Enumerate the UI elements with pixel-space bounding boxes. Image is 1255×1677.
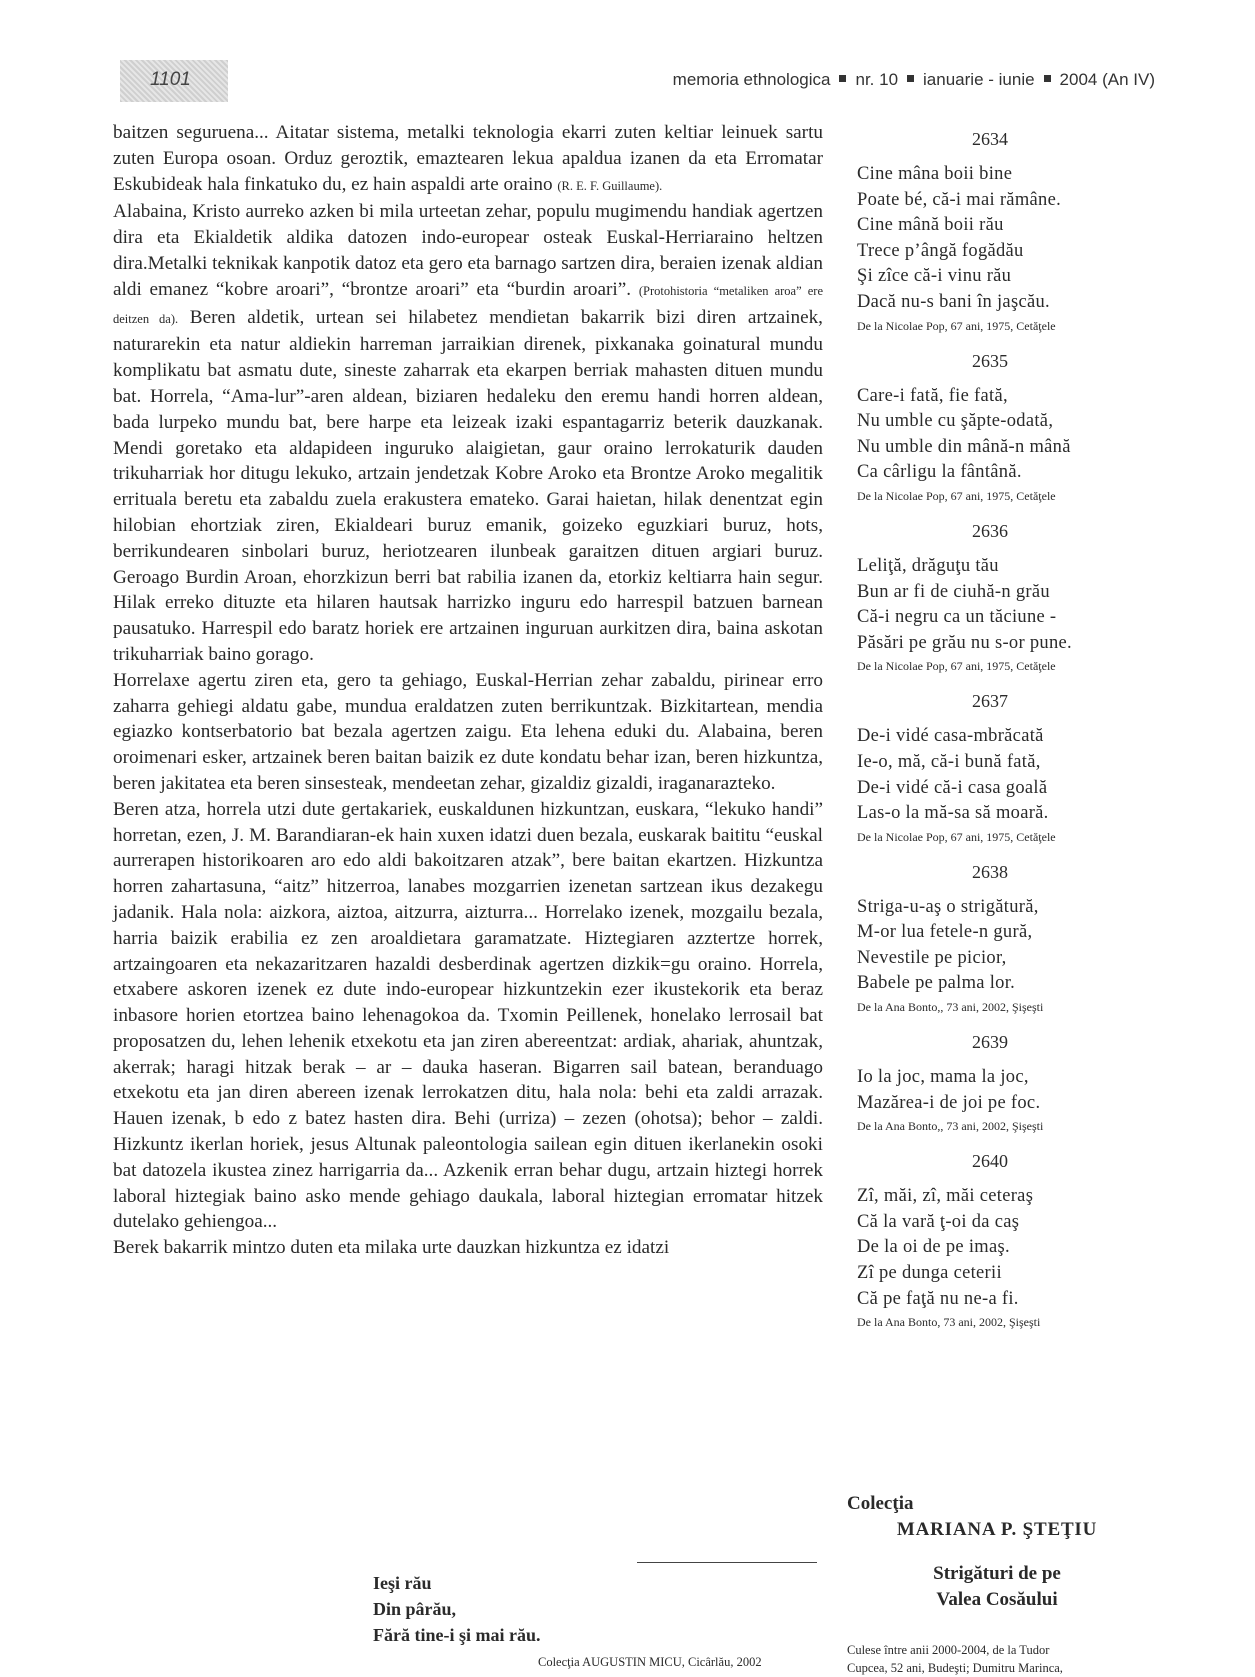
separator-square-icon [907, 75, 914, 82]
text-line: horien etortzea baino lehenagokoa da. Txomin Peillenek, honelako lerrosail [185, 1005, 792, 1027]
text-line: Horrelaxe agertu ziren eta, gero ta gehiago, Euskal-Herrian zehar zabaldu, [113, 669, 716, 691]
text-line: Berek bakarrik mintzo duten eta milaka urte dauzkan hizkuntza ez idatzi [113, 1237, 670, 1259]
poem-line: Fără tine-i şi mai rău. [373, 1625, 541, 1645]
text-line: lerrokatzen ditu, hala nola: behi eta zaldi arrazak. Hauen izenak, b edo z [113, 1082, 823, 1130]
text-line: “lekuko handi” horretan, ezen, J. M. Barandiaran-ek hain xuxen idatzi [113, 798, 824, 846]
poem-line: Zî pe dunga ceterii [857, 1263, 1002, 1284]
text-line: Beren aldetik, urtean sei hilabetez mendietan bakarrik bizi diren [189, 306, 737, 328]
poem-number: 2637 [972, 691, 1008, 712]
poem-number: 2638 [972, 861, 1008, 882]
running-header [673, 70, 1155, 90]
text-line: Bigarren sail batean, beranduago etxekotu eta jan diren abereen izenak [113, 1056, 824, 1104]
text-line: harrizko inguru edo harrespil batzuen barnean pausatuko. Harrespil edo [113, 592, 824, 640]
text-line: dugu, artzain hiztegi horrek laboral hiztegiak baino asko mende gehiago [113, 1159, 824, 1207]
text-line: berrikuntzak. Bizkitartean, mendia egiazko kontserbatorio bat bezala [113, 695, 823, 743]
separator-square-icon [1044, 75, 1051, 82]
poem-line: Nu umble din mână-n mână [857, 436, 1071, 457]
issue-number: nr. 10 [855, 70, 899, 89]
paragraph-5 [113, 1235, 823, 1261]
text-line: Beren atza, horrela utzi dute gertakariek, euskaldunen hizkuntzan, euskara, [113, 798, 699, 820]
text-line: pirinear erro zaharra gehiegi aldatu gabe, mundua eraldatzen zuten [113, 669, 823, 717]
text-line: da, etorkiz keltiarra hain segur. Hilak erreko dituzte eta hilaren hautsak [113, 566, 823, 614]
poem-2637 [840, 690, 1140, 846]
poem-source: De la Ana Bonto,, 73 ani, 2002, Şişeşti [857, 1000, 1044, 1015]
text-line: lerrokaturik dauden trikuharriak hor ditugu lekuko, artzain jendetzak [113, 437, 823, 485]
text-line: Euskal-Herriaraino heltzen dira.Metalki teknikak kanpotik datoz eta gero eta [113, 227, 824, 274]
text-line: jadanik. Hala nola: aizkora, aiztoa, aitzurra, aizturra... Horrelako izenek, [113, 901, 685, 923]
poem-line: Care-i fată, fie fată, [857, 385, 1008, 406]
page-number: 1101 [150, 69, 191, 90]
paragraph-1 [113, 120, 823, 199]
poem-line: M-or lua fetele-n gură, [857, 922, 1033, 943]
citation-note: (R. E. F. Guillaume). [557, 178, 663, 193]
poem-line: Din pârău, [373, 1599, 457, 1619]
text-line: leinuek sartu zuten Europa osoan. Orduz geroztik, emaztearen lekua [113, 122, 824, 169]
journal-name: memoria ethnologica [672, 70, 831, 89]
poem-line: Babele pe palma lor. [857, 973, 1016, 994]
poem-line: Poate bé, că-i mai rămâne. [857, 189, 1062, 210]
poem-line: Cine mâna boii bine [857, 164, 1013, 184]
text-line: Mendi goretako eta aldapideen inguruko alaigietan, gaur oraino [113, 437, 653, 459]
text-line: baitzen seguruena... Aitatar sistema, metalki teknologia ekarri zuten keltiar [113, 122, 714, 143]
poem-line: Bun ar fi de ciuhă-n grău [857, 581, 1050, 602]
text-line: daukala, laboral hiztegian erromatar hitzek dutelako gehiengoa... [113, 1185, 824, 1233]
poem-line: Mazărea-i de joi pe foc. [857, 1092, 1041, 1113]
text-line: osoki bat datozela ikustea zinez harrigarria da... Azkenik erran behar [113, 1134, 823, 1181]
poem-line: Dacă nu-s bani în jaşcău. [857, 291, 1050, 312]
poem-line: Cine mână boii rău [857, 215, 1004, 236]
text-line: desberdinak agertzen dizkik=gu oraino. Horrela, etxabere askoren izenek [113, 953, 824, 1001]
text-line: berrikundearen sinbolari buruz, heriotzearen ilunbeak garaitzen dituen [113, 540, 700, 562]
poem-line: Nevestile pe picior, [857, 947, 1007, 968]
article-body [113, 120, 823, 1261]
text-line: ikerlan horiek, jesus Altunak paleontologia sailean egin dituen ikerlanekin [190, 1134, 775, 1156]
poem-line: Că la vară ţ-oi da caş [857, 1211, 1020, 1232]
poem-line: Ie-o, mă, că-i bună fată, [857, 751, 1041, 772]
poem-2640 [840, 1150, 1140, 1332]
poem-source: De la Nicolae Pop, 67 ani, 1975, Cetăţele [857, 829, 1056, 844]
text-line: eta ekarpen berriak mahasten dituen mundu bat. Horrela, “Ama-lur”-aren [113, 360, 824, 407]
collection-note [847, 1641, 1147, 1677]
collection-title-line-1: Strigături de pe [933, 1563, 1061, 1584]
collection-note-line-2: Cupcea, 52 ani, Budeşti; Dumitru Marinca, [847, 1661, 1063, 1675]
issue-period: ianuarie - iunie [923, 70, 1035, 89]
text-line: Alabaina, Kristo aurreko azken bi mila urteetan zehar, populu mugimendu [113, 201, 687, 223]
poem-line: Zî, măi, zî, măi ceteraş [857, 1186, 1034, 1207]
poem-line: Păsări pe grău nu s-or pune. [857, 632, 1072, 653]
collection-note-line-1: Culese între anii 2000-2004, de la Tudor [847, 1643, 1050, 1657]
poem-2634 [840, 128, 1140, 336]
horizontal-rule [637, 1562, 817, 1563]
collection-title-line-2: Valea Cosăului [936, 1589, 1058, 1610]
poem-2635 [840, 350, 1140, 506]
poem-line: De la oi de pe imaş. [857, 1237, 1010, 1258]
paragraph-4 [113, 797, 823, 1236]
text-line: ardiak, ahariak, ahuntzak, akerrak; haragi hitzak berak – ar – dauka haseran. [113, 1030, 824, 1078]
citation-note: (Protohistoria “metaliken aroa” ere deitzen da). [113, 283, 823, 326]
text-line: baratz horiek ere artzainen inguruan aurkitzen dira, baina askotan [312, 618, 823, 640]
poem-number: 2635 [972, 350, 1008, 371]
text-line: agertzen zaigu. Eta lehena eduki du. Alabaina, beren oroimenari esker, [113, 721, 823, 769]
poem-line: Că-i negru ca un tăciune - [857, 607, 1057, 628]
poem-source: De la Nicolae Pop, 67 ani, 1975, Cetăţele [857, 318, 1056, 333]
poem-line: Şi zîce că-i vinu rău [857, 266, 1012, 287]
poem-line: Ieşi rău [373, 1573, 432, 1593]
small-poem [373, 1570, 540, 1648]
collection-label: Colecţia [847, 1493, 914, 1514]
text-line: mozgailu bezala, harria baizik erabilia ez zen aroaldietara garamatzate. [113, 901, 824, 949]
poem-line: Io la joc, mama la joc, [857, 1067, 1029, 1088]
poem-number: 2639 [972, 1032, 1008, 1053]
text-line: artzainek beren baitan baizik ez dute kondatu behar izan, beren [251, 747, 739, 769]
text-line: barnago sartzen dira, beraien izenak aldian aldi emanez “kobre aroari”, [113, 252, 823, 300]
text-line: duen bezala, euskarak baititu “euskal aurrerapen historikoaren aro edo aldi [113, 824, 823, 872]
poem-line: De-i vidé că-i casa goală [857, 777, 1048, 798]
collection-author: MARIANA P. ŞTEŢIU [896, 1519, 1098, 1540]
page-number-box [120, 60, 228, 102]
poem-source: De la Nicolae Pop, 67 ani, 1975, Cetăţele [857, 488, 1056, 503]
poem-source: De la Nicolae Pop, 67 ani, 1975, Cetăţele [857, 659, 1056, 674]
text-line: bat proposatzen du, lehen lehenik etxekotu eta jan ziren abereentzat: [113, 1005, 824, 1052]
text-line: handiak agertzen dira eta Ekialdetik aldika datozen indo-europear osteak [113, 201, 823, 249]
poems-column [840, 122, 1140, 1346]
poem-number: 2640 [972, 1151, 1008, 1172]
poem-line: Striga-u-aş o strigătură, [857, 896, 1039, 917]
separator-square-icon [839, 75, 846, 82]
text-line: zuela erakustera emateko. Garai haietan, hilak denentzat egin hilobian [113, 489, 824, 536]
poem-number: 2636 [972, 520, 1008, 541]
text-line: hizkuntza, beren jakitatea eta beren sinsesteak, mendeetan zehar, gizaldiz [113, 747, 824, 794]
paragraph-3 [113, 668, 823, 797]
text-line: ehortziak ziren, Ekialdeari buruz emanik, goizeko eguzkiari buruz, hots, [190, 514, 824, 536]
text-line: “aitz” hitzerroa, lanabes mozgarrien izenetan sartzean ikus dezakegu [274, 876, 823, 898]
text-line: Hiztegiaren azztertze horrek, artzaingoaren eta nekazaritzaren hazaldi [113, 927, 824, 975]
text-line: batez hasten dira. Behi (urriza) – zezen (ohotsa); behor – zaldi. Hizkuntz [113, 1108, 824, 1156]
poem-line: Că pe faţă nu ne-a fi. [857, 1288, 1019, 1309]
text-line: argiari buruz. Geroago Burdin Aroan, ehorzkizun berri bat rabilia izanen [113, 540, 823, 588]
poem-number: 2634 [972, 129, 1008, 149]
text-line: aspaldi arte oraino [410, 173, 553, 195]
text-line: apaldua izanen da eta Erromatar Eskubideak hala finkatuko du, ez hain [113, 147, 823, 195]
poem-2636 [840, 520, 1140, 676]
poem-line: Trece p’ângă fogădău [857, 240, 1024, 261]
poem-line: Ca cârligu la fântână. [857, 462, 1022, 483]
small-poem-source: Colecţia AUGUSTIN MICU, Cicârlău, 2002 [538, 1655, 762, 1669]
text-line: Kobre Aroko eta Brontze Aroko megalitik errituala beretu eta zabaldu [113, 463, 824, 511]
text-line: artzainek, naturarekin eta natur aldiekin harreman jarraikian direnek, [113, 306, 823, 356]
text-line: pixkanaka goinatural mundu komplikatu bat asmatu dute, sineste zaharrak [113, 334, 823, 382]
poem-line: Nu umble cu şăpte-odată, [857, 411, 1054, 432]
text-line: ez dute indo-europear hizkuntzekin ezer ikustekorik eta beraz inbasore [113, 979, 824, 1027]
poem-source: De la Ana Bonto,, 73 ani, 2002, Şişeşti [857, 1119, 1044, 1134]
text-line: bakoitzaren atzak”, bere baitan ekartzen. Hizkuntza horren zahartasuna, [113, 850, 824, 898]
text-line: trikuharriak baino gorago. [113, 643, 314, 665]
text-line: “brontze aroari” eta “burdin aroari”. [341, 278, 632, 300]
poem-line: De-i vidé casa-mbrăcată [857, 726, 1044, 747]
poem-line: Las-o la mă-sa să moară. [857, 803, 1049, 824]
issue-year: 2004 (An IV) [1059, 70, 1155, 89]
text-line: mundu bat, bere harpe eta leizeak izaki espantagarriz beterik dauzkanak. [226, 411, 823, 433]
poem-line: Leliţă, drăguţu tău [857, 555, 999, 576]
poem-2639 [840, 1031, 1140, 1136]
text-line: gizaldi, iraganarazteko. [595, 772, 776, 794]
collection-block [847, 1492, 1147, 1677]
poem-2638 [840, 861, 1140, 1017]
text-line: aldean, biziaren hedaleku den eremu handi horren aldean, bada lurpeko [113, 385, 824, 433]
poem-source: De la Ana Bonto, 73 ani, 2002, Şişeşti [857, 1315, 1041, 1330]
paragraph-2 [113, 199, 823, 667]
